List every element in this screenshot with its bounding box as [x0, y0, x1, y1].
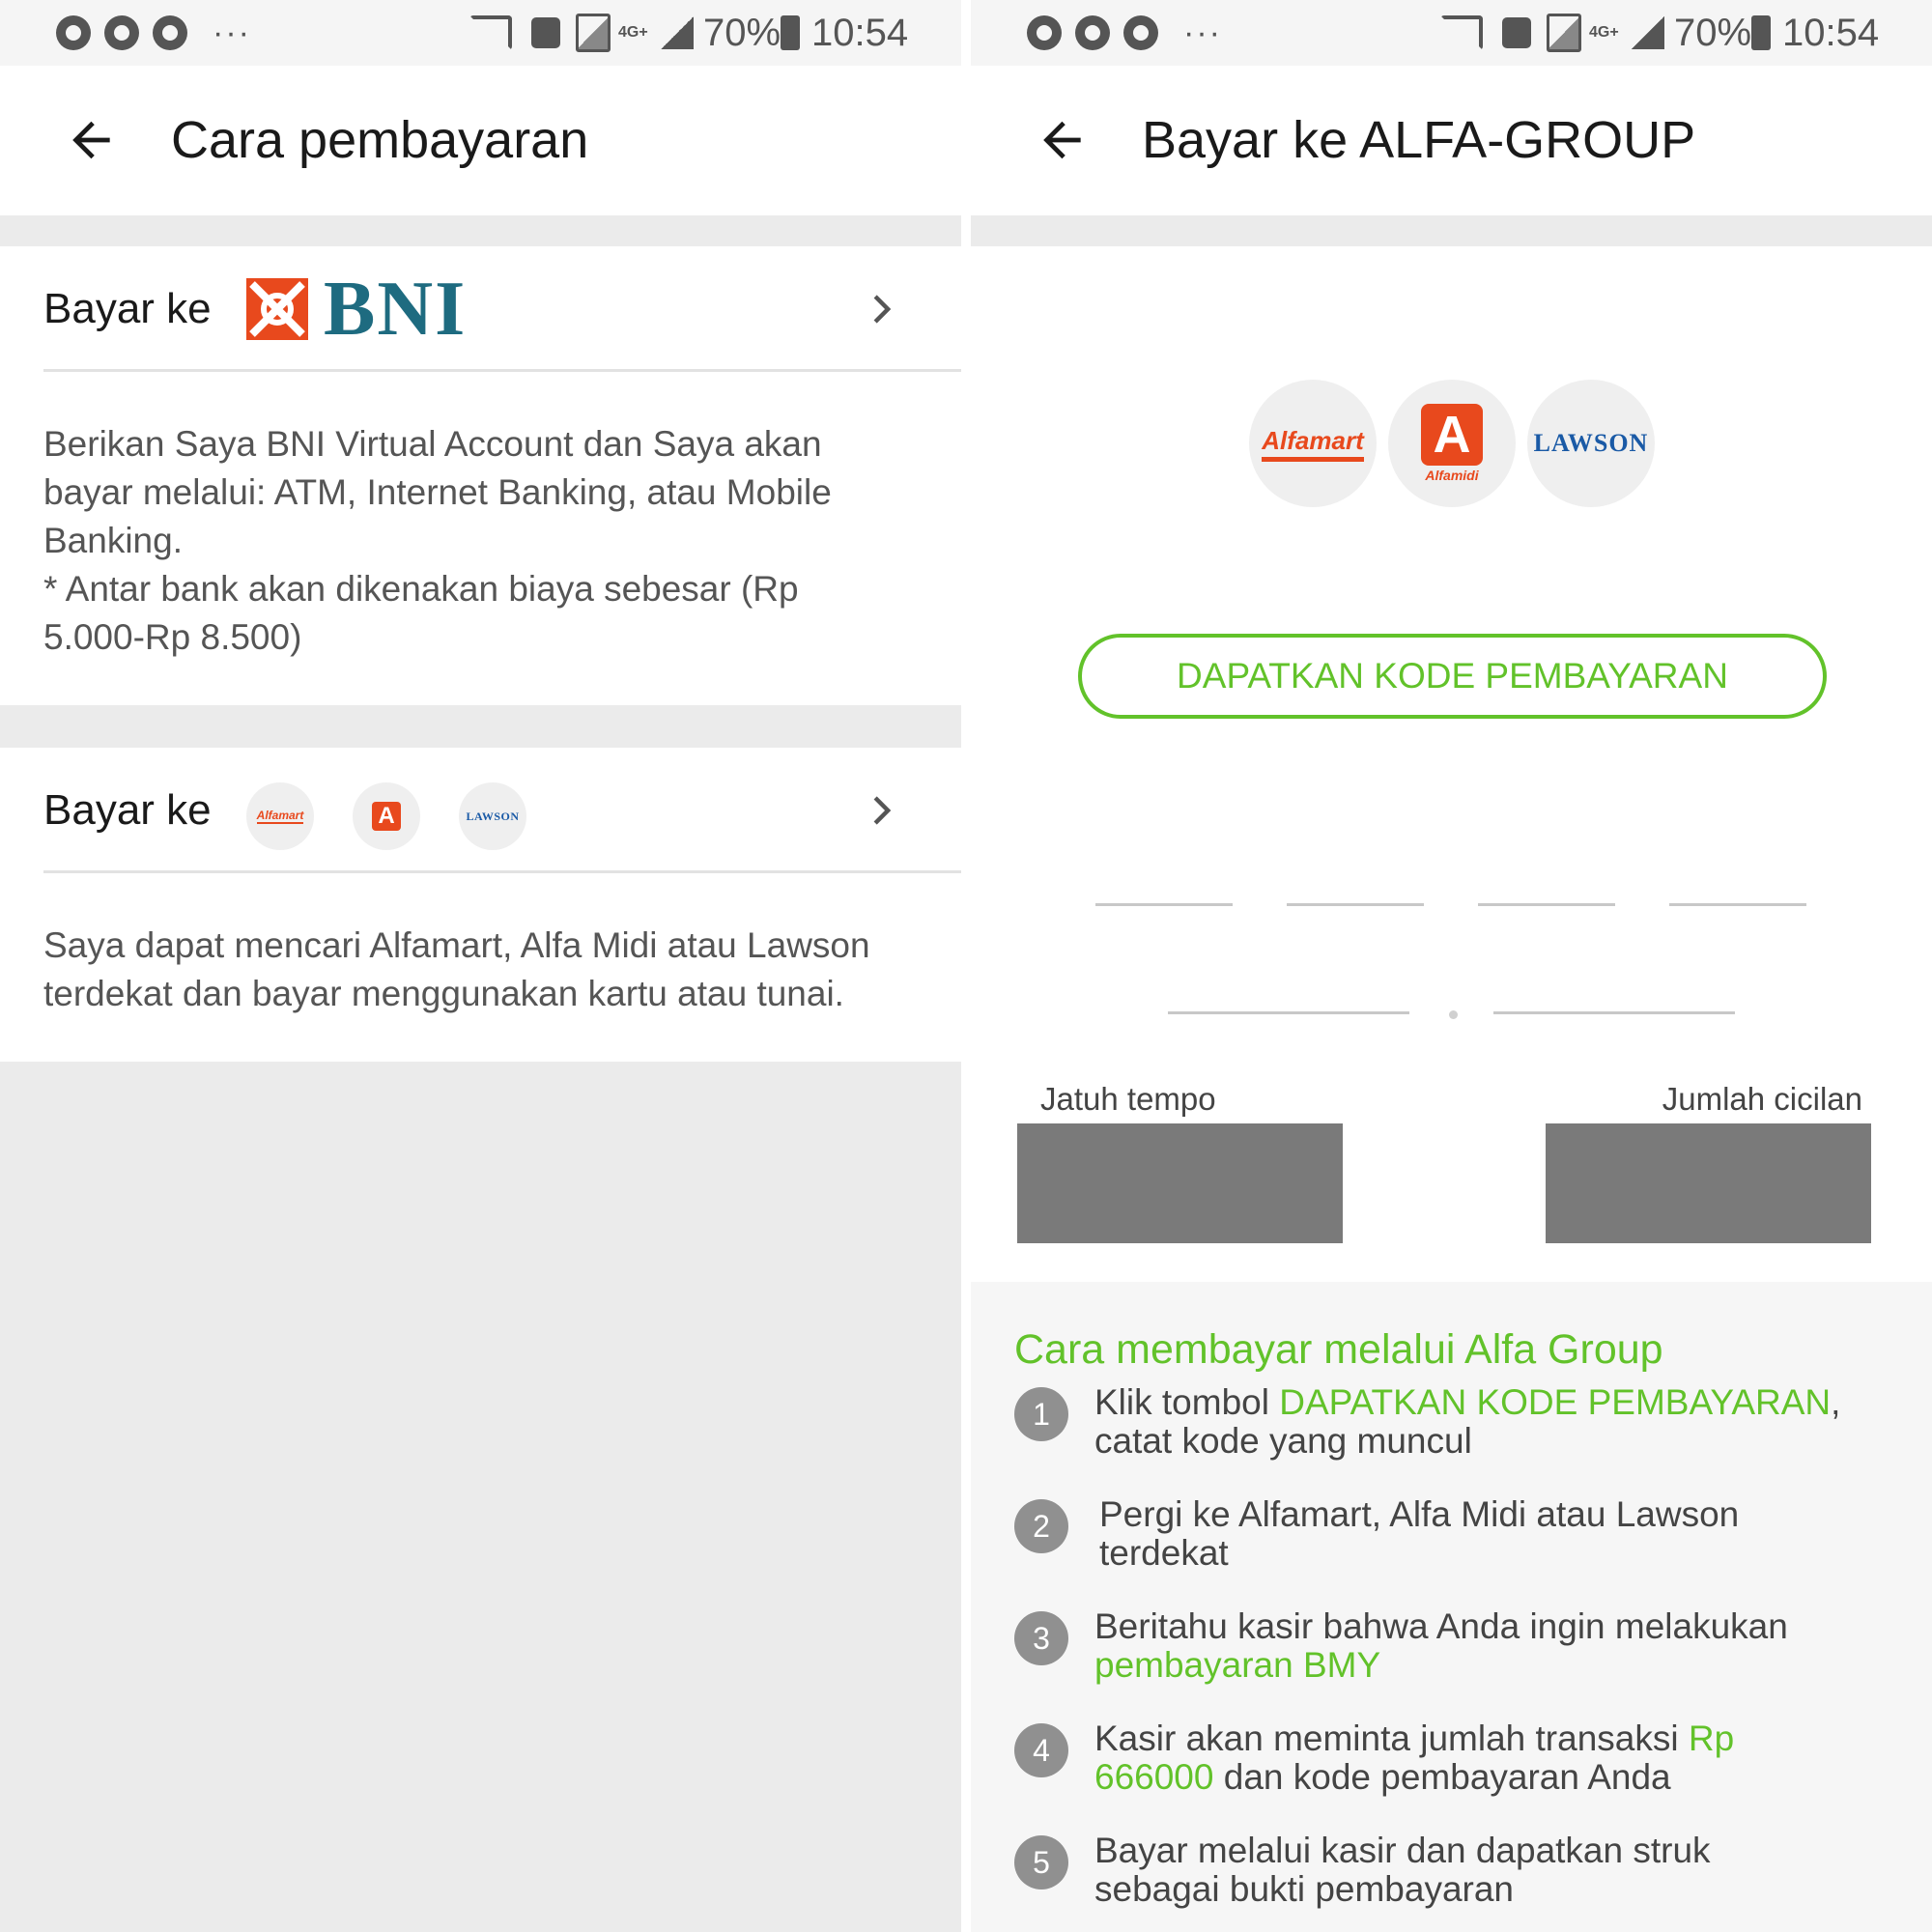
signal-icon	[661, 14, 694, 52]
signal-icon	[1632, 14, 1664, 52]
aperture-icon	[1123, 14, 1158, 52]
step-number: 5	[1014, 1835, 1068, 1889]
get-payment-code-button[interactable]: DAPATKAN KODE PEMBAYARAN	[1078, 634, 1827, 719]
app-bar	[0, 66, 961, 215]
payment-code-slot	[1287, 903, 1424, 906]
page-title: Bayar ke ALFA-GROUP	[1142, 111, 1696, 169]
battery-percent: 70%	[1674, 11, 1752, 54]
alfa-payment-card	[0, 748, 961, 1062]
pay-to-label: Bayar ke	[43, 786, 212, 834]
step-item	[1014, 1607, 1903, 1694]
step-number: 1	[1014, 1387, 1068, 1441]
page-title: Cara pembayaran	[171, 111, 589, 169]
step-text: Kasir akan meminta jumlah transaksi Rp 666000 dan kode pembayaran Anda	[1094, 1719, 1735, 1797]
aperture-icon	[104, 14, 139, 52]
step-number: 4	[1014, 1723, 1068, 1777]
section-separator	[971, 215, 1932, 246]
due-date-label: Jatuh tempo	[1040, 1081, 1216, 1117]
alfamart-logo: Alfamart	[246, 782, 314, 850]
network-type-label: 4G+	[1589, 24, 1619, 41]
network-type-label: 4G+	[618, 24, 648, 41]
aperture-icon	[1027, 14, 1062, 52]
pay-to-label: Bayar ke	[43, 285, 212, 332]
payment-code-slot	[1493, 1011, 1735, 1014]
lawson-logo: LAWSON	[1527, 380, 1655, 507]
alfa-payment-option[interactable]	[43, 748, 961, 873]
step-item	[1014, 1832, 1903, 1918]
chevron-right-icon	[860, 285, 908, 333]
bni-logo-text: BNI	[324, 267, 468, 352]
page-indicator-dot	[1449, 1010, 1458, 1019]
due-date-value-redacted	[1017, 1123, 1343, 1243]
back-arrow-icon[interactable]	[1029, 106, 1096, 174]
step-item	[1014, 1495, 1903, 1582]
payment-code-slot	[1669, 903, 1806, 906]
status-bar	[971, 0, 1932, 66]
clock: 10:54	[1782, 11, 1880, 54]
screen-divider	[961, 0, 971, 1932]
step-item	[1014, 1383, 1903, 1470]
step-text: Klik tombol DAPATKAN KODE PEMBAYARAN, catat kode yang muncul	[1094, 1382, 1841, 1461]
right-screen	[971, 0, 1932, 1932]
bni-logo	[246, 267, 468, 352]
heart-app-icon	[531, 14, 560, 52]
installment-amount-label: Jumlah cicilan	[1662, 1081, 1862, 1117]
bni-payment-option[interactable]	[43, 246, 961, 372]
heart-app-icon	[1502, 14, 1531, 52]
alfa-description: Saya dapat mencari Alfamart, Alfa Midi atau Lawson terdekat dan bayar menggunakan kartu atau tunai.	[43, 925, 870, 1013]
step-number: 3	[1014, 1611, 1068, 1665]
payment-code-slot	[1095, 903, 1233, 906]
more-notifications-icon: ···	[213, 14, 251, 51]
payment-code-slot	[1478, 903, 1615, 906]
bni-description: Berikan Saya BNI Virtual Account dan Saya akan bayar melalui: ATM, Internet Banking, atau Mobile Banking. * Antar bank akan dikenakan biaya sebesar (Rp 5.000-Rp 8.500)	[43, 424, 832, 657]
how-to-pay-section	[971, 1282, 1932, 1932]
alfamidi-logo: A	[353, 782, 420, 850]
bni-logo-mark-icon	[246, 278, 308, 340]
app-bar	[971, 66, 1932, 215]
step-text: Pergi ke Alfamart, Alfa Midi atau Lawson terdekat	[1099, 1494, 1740, 1573]
cast-icon	[1440, 14, 1483, 52]
how-to-pay-title: Cara membayar melalui Alfa Group	[1014, 1326, 1663, 1373]
alfamart-logo: Alfamart	[1249, 380, 1377, 507]
sim-signal-icon	[576, 14, 611, 52]
step-text: Beritahu kasir bahwa Anda ingin melakukan pembayaran BMY	[1094, 1606, 1788, 1685]
aperture-icon	[1075, 14, 1110, 52]
back-arrow-icon[interactable]	[58, 106, 126, 174]
lawson-logo: LAWSON	[459, 782, 526, 850]
step-item	[1014, 1719, 1903, 1806]
installment-amount-value-redacted	[1546, 1123, 1871, 1243]
aperture-icon	[56, 14, 91, 52]
cast-icon	[469, 14, 512, 52]
chevron-right-icon	[860, 786, 908, 835]
bni-payment-card	[0, 246, 961, 705]
status-bar	[0, 0, 961, 66]
payment-code-slot	[1168, 1011, 1409, 1014]
step-text: Bayar melalui kasir dan dapatkan struk sebagai bukti pembayaran	[1094, 1831, 1711, 1909]
aperture-icon	[153, 14, 187, 52]
battery-icon	[1751, 14, 1771, 52]
clock: 10:54	[811, 11, 909, 54]
battery-icon	[781, 14, 800, 52]
battery-percent: 70%	[703, 11, 781, 54]
more-notifications-icon: ···	[1183, 14, 1222, 51]
step-number: 2	[1014, 1499, 1068, 1553]
alfamidi-logo: A Alfamidi	[1388, 380, 1516, 507]
sim-signal-icon	[1547, 14, 1581, 52]
left-screen	[0, 0, 961, 1932]
